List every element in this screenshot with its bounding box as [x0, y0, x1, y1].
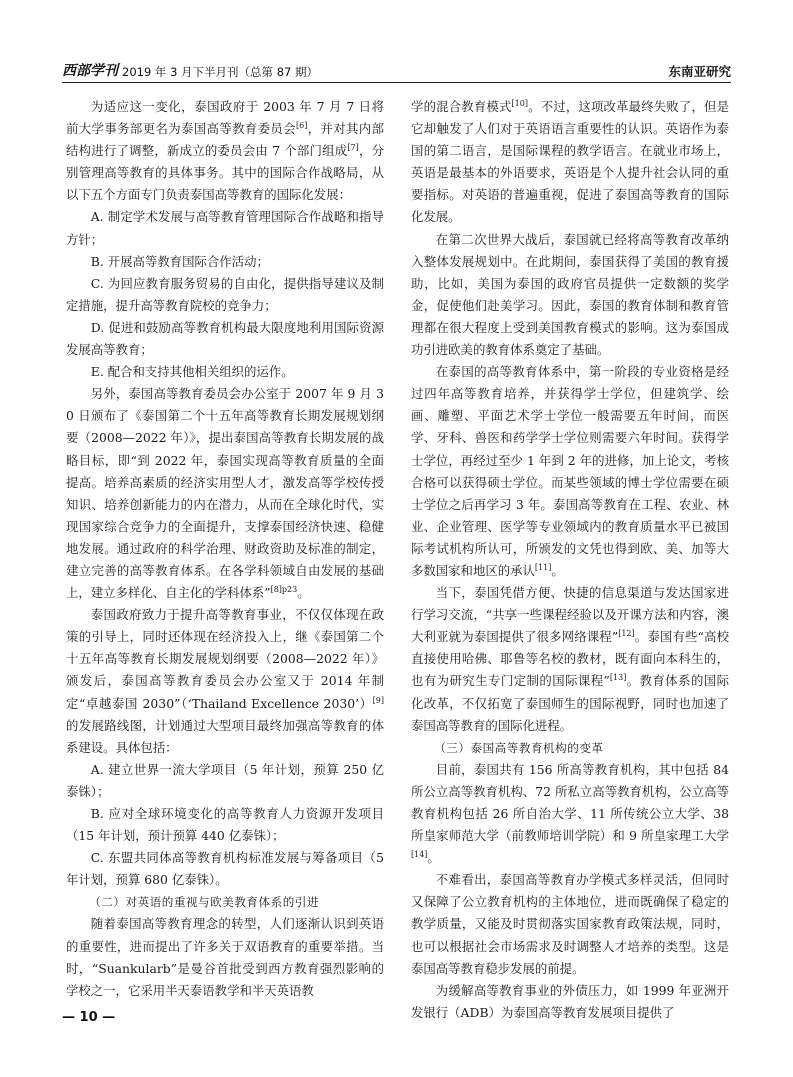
citation-ref: [7]	[347, 143, 359, 153]
citation-ref: [10]	[511, 98, 528, 108]
citation-ref: [9]	[372, 695, 384, 705]
citation-ref: [12]	[618, 629, 635, 639]
text-run: C. 为回应教育服务贸易的自由化，提供指导建议及制定措施，提升高等教育院校的竞争力；	[66, 275, 384, 313]
list-item	[66, 847, 384, 891]
page-number: — 10 —	[62, 1010, 116, 1025]
header-left	[62, 60, 318, 82]
text-run: 为适应这一变化，泰国政府于 2003 年 7 月 7 日将前大学事务部更名为泰国高等教育委员会	[66, 99, 384, 137]
paragraph	[411, 759, 729, 869]
text-run: 。泰国有些“高校直接使用哈佛、耶鲁等名校的教材，既有面向本科生的，也有为研究生专门定制的国际课程”	[411, 629, 729, 689]
paragraph	[411, 582, 729, 737]
paragraph	[66, 383, 384, 604]
text-run: 在第二次世界大战后，泰国就已经将高等教育改革纳入整体发展规划中。在此期间，泰国获得了美国的教育援助，比如，美国为泰国的政府官员提供一定数额的奖学金，促使他们赴美学习。因此，泰国的教育体制和教育管理都在很大程度上受到美国教育模式的影响。这为泰国成功引进欧美的教育体系奠定了基础。	[411, 231, 729, 358]
text-run: 。	[427, 850, 440, 866]
list-item	[66, 361, 384, 383]
citation-ref: [13]	[609, 673, 627, 683]
citation-ref: [11]	[534, 562, 552, 572]
text-run: 随着泰国高等教育理念的转型，人们逐渐认识到英语的重要性，进而提出了许多关于双语教育的重要举措。当时，“Suankularb”是曼谷首批受到西方教育强烈影响的学校之一，它采用半天泰语教学和半天英语教	[66, 916, 384, 998]
citation-ref: [8]p23	[270, 584, 298, 594]
text-run: 。教育体系的国际化改革，不仅拓宽了泰国师生的国际视野，同时也加速了泰国高等教育的国际化进程。	[411, 673, 730, 733]
text-run: A. 建立世界一流大学项目（5 年计划，预算 250 亿泰铢）；	[66, 761, 384, 799]
list-item	[66, 273, 384, 317]
paragraph	[66, 96, 384, 206]
text-run: B. 应对全球环境变化的高等教育人力资源开发项目（15 年计划，预计预算 440 亿泰铢）；	[66, 806, 384, 844]
text-run: 。	[551, 562, 564, 578]
paragraph	[411, 361, 729, 582]
text-run: B. 开展高等教育国际合作活动；	[90, 253, 269, 269]
text-run: 不难看出，泰国高等教育办学模式多样灵活，但同时又保障了公立教育机构的主体地位，进而既确保了稳定的教学质量，又能及时贯彻落实国家教育政策法规，同时，也可以根据社会市场需求及时调整人才培养的类型。这是泰国高等教育稳步发展的前提。	[411, 872, 729, 976]
list-item	[66, 759, 384, 803]
issue-info: 2019 年 3 月下半月刊（总第 87 期）	[122, 65, 318, 79]
section-title: 东南亚研究	[668, 64, 731, 79]
text-run: 的发展路线图，计划通过大型项目最终加强高等教育的体系建设。具体包括：	[66, 717, 384, 755]
right-column	[411, 96, 729, 1024]
citation-ref: [6]	[296, 120, 308, 130]
text-run: 当下，泰国凭借方便、快捷的信息渠道与发达国家进行学习交流，“共享一些课程经验以及开课方法和内容，澳大利亚就为泰国提供了很多网络课程”	[411, 585, 729, 645]
page-header	[62, 60, 731, 83]
paragraph	[411, 96, 729, 229]
text-run: （二）对英语的重视与欧美教育体系的引进	[89, 895, 319, 910]
text-run: 另外，泰国高等教育委员会办公室于 2007 年 9 月 30 日颁布了《泰国第二个十五年高等教育长期发展规划纲要（2008—2022 年）》，提出泰国高等教育长期发展的战略目标，即“到 2022 年，泰国实现高等教育质量的全面提高。培养高素质的经济实用型人才，激发高等学校传授知识、培养创新能力的内在潜力，从而在全球化时代，实现国家综合竞争力的全面提升，支撑泰国经济快速、稳健地发展。通过政府的科学治理、财政资助及标准的制定，建立完善的高等教育体系。在各学科领域自由发展的基础上，建立多样化、自主化的学科体系”	[66, 386, 384, 601]
section-heading	[66, 891, 384, 913]
paragraph	[411, 980, 729, 1024]
paragraph	[411, 869, 729, 979]
list-item	[66, 317, 384, 361]
text-run: 泰国政府致力于提升高等教育事业，不仅仅体现在政策的引导上，同时还体现在经济投入上，继《泰国第二个十五年高等教育长期发展规划纲要（2008—2022 年）》颁发后，泰国高等教育委员会办公室又于 2014 年制定“卓越泰国 2030”（‘Thailand Excellence 2030’）	[66, 607, 384, 711]
text-run: 目前，泰国共有 156 所高等教育机构，其中包括 84 所公立高等教育机构、72 所私立高等教育机构，公立高等教育机构包括 26 所自治大学、11 所传统公立大学、38 所皇家师范大学（前教师培训学院）和 9 所皇家理工大学	[411, 761, 729, 844]
text-run: ，分别管理高等教育的具体事务。其中的国际合作战略局，从以下五个方面专门负责泰国高等教育的国际化发展：	[66, 143, 385, 203]
text-run: 。不过，这项改革最终失败了，但是它却触发了人们对于英语语言重要性的认识。英语作为泰国的第二语言，是国际课程的教学语言。在就业市场上，英语是最基本的外语要求，英语是个人提升社会认同的重要指标。对英语的普遍重视，促进了泰国高等教育的国际化发展。	[411, 99, 730, 225]
left-column	[66, 96, 384, 1002]
text-run: （三）泰国高等教育机构的变革	[434, 740, 604, 755]
journal-logo: 西部学刊	[62, 63, 118, 79]
text-run: A. 制定学术发展与高等教育管理国际合作战略和指导方针；	[66, 209, 384, 247]
list-item	[66, 251, 384, 273]
citation-ref: [14]	[411, 850, 428, 860]
text-run: 。	[297, 585, 310, 601]
text-run: ，并对其内部结构进行了调整，新成立的委员会由 7 个部门组成	[66, 121, 385, 159]
paragraph	[411, 229, 729, 362]
text-run: C. 东盟共同体高等教育机构标准发展与筹备项目（5 年计划，预算 680 亿泰铢）。	[66, 850, 384, 888]
text-run: 学的混合教育模式	[411, 99, 512, 114]
list-item	[66, 206, 384, 250]
text-run: E. 配合和支持其他相关组织的运作。	[90, 364, 294, 380]
paragraph	[66, 913, 384, 1001]
paragraph	[66, 604, 384, 759]
text-run: D. 促进和鼓励高等教育机构最大限度地利用国际资源发展高等教育；	[66, 319, 384, 358]
section-heading	[411, 737, 729, 759]
text-run: 为缓解高等教育事业的外债压力，如 1999 年亚洲开发银行（ADB）为泰国高等教育发展项目提供了	[411, 982, 729, 1020]
text-run: 在泰国的高等教育体系中，第一阶段的专业资格是经过四年高等教育培养，并获得学士学位，但建筑学、绘画、雕塑、平面艺术学士学位一般需要五年时间，而医学、牙科、兽医和药学学士学位则需要六年时间。获得学士学位，再经过至少 1 年到 2 年的进修，加上论文，考核合格可以获得硕士学位。而某些领域的博士学位需要在硕士学位之后再学习 3 年。泰国高等教育在工程、农业、林业、企业管理、医学等专业领域内的教育质量水平已被国际考试机构所认可，所颁发的文凭也得到欧、美、加等大多数国家和地区的承认	[411, 364, 729, 578]
list-item	[66, 803, 384, 847]
